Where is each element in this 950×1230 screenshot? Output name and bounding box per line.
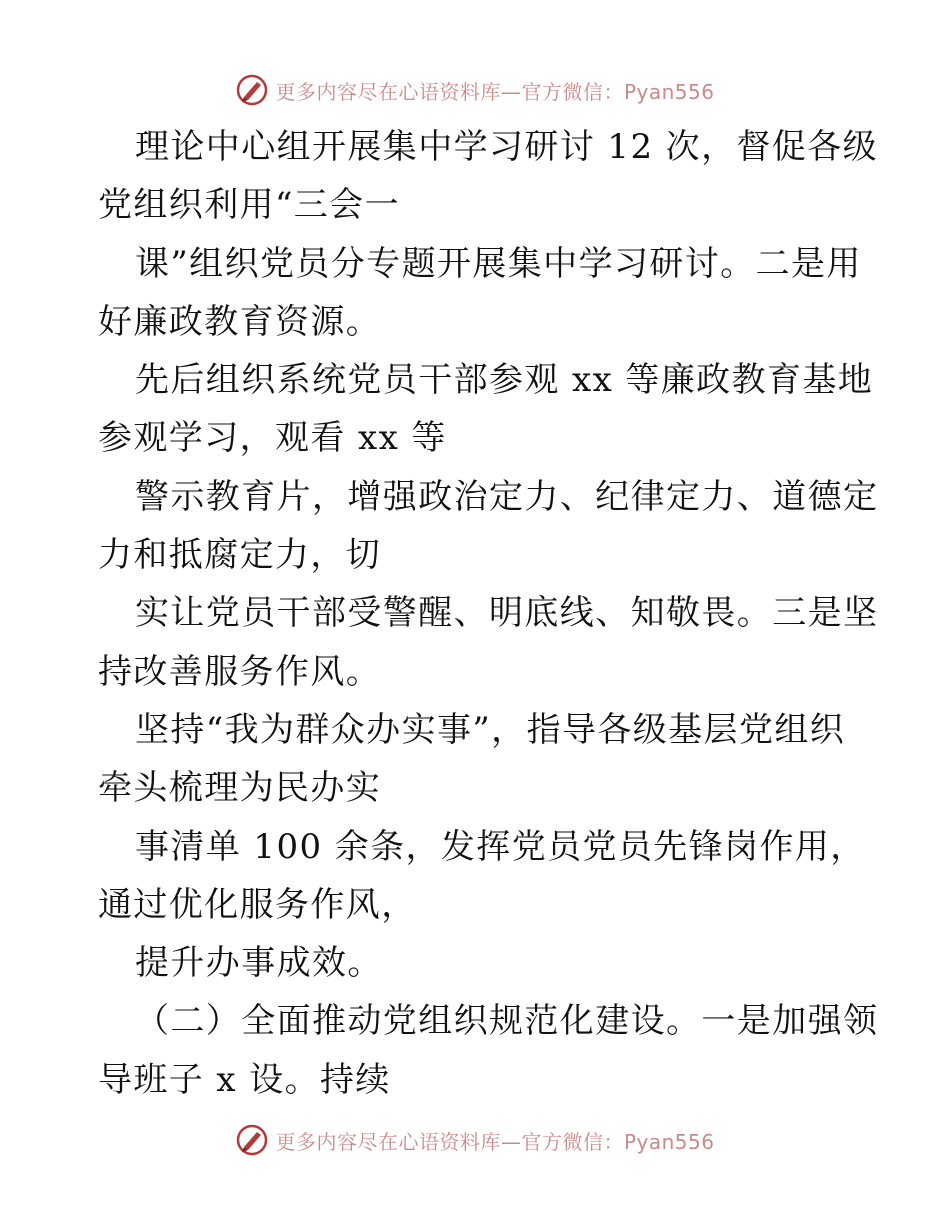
text-line: 力和抵腐定力，切 bbox=[98, 535, 382, 576]
text-line: 持改善服务作风。 bbox=[98, 651, 382, 692]
text-line: 理论中心组开展集中学习研讨 12 次，督促各级 bbox=[135, 127, 879, 167]
pen-logo-icon bbox=[235, 1123, 269, 1157]
text-line: 参观学习，观看 xx 等 bbox=[98, 418, 447, 459]
text-line: 事清单 100 余条，发挥党员党员先锋岗作用， bbox=[135, 826, 866, 867]
text-line: 警示教育片，增强政治定力、纪律定力、道德定 bbox=[135, 476, 879, 517]
text-line: 导班子 x 设。持续 bbox=[98, 1059, 391, 1100]
text-line: 牵头梳理为民办实 bbox=[98, 768, 382, 809]
watermark-text: 更多内容尽在心语资料库—官方微信：Pyan556 bbox=[275, 1129, 715, 1154]
document-body bbox=[98, 118, 879, 1109]
text-line: 先后组织系统党员干部参观 xx 等廉政教育基地 bbox=[135, 360, 874, 401]
text-line: 通过优化服务作风， bbox=[98, 884, 417, 925]
text-line: 提升办事成效。 bbox=[135, 943, 383, 984]
text-line: 坚持“我为群众办实事”，指导各级基层党组织 bbox=[135, 709, 846, 750]
text-line: 实让党员干部受警醒、明底线、知敬畏。三是坚 bbox=[135, 593, 879, 634]
text-line: （二）全面推动党组织规范化建设。一是加强领 bbox=[135, 1001, 879, 1042]
watermark-text: 更多内容尽在心语资料库—官方微信：Pyan556 bbox=[275, 79, 715, 104]
text-line: 党组织利用“三会一 bbox=[98, 185, 400, 226]
text-line: 课”组织党员分专题开展集中学习研讨。二是用 bbox=[135, 243, 862, 284]
pen-logo-icon bbox=[235, 73, 269, 107]
header-watermark bbox=[0, 70, 950, 110]
text-line: 好廉政教育资源。 bbox=[98, 301, 382, 342]
footer-watermark bbox=[0, 1120, 950, 1160]
